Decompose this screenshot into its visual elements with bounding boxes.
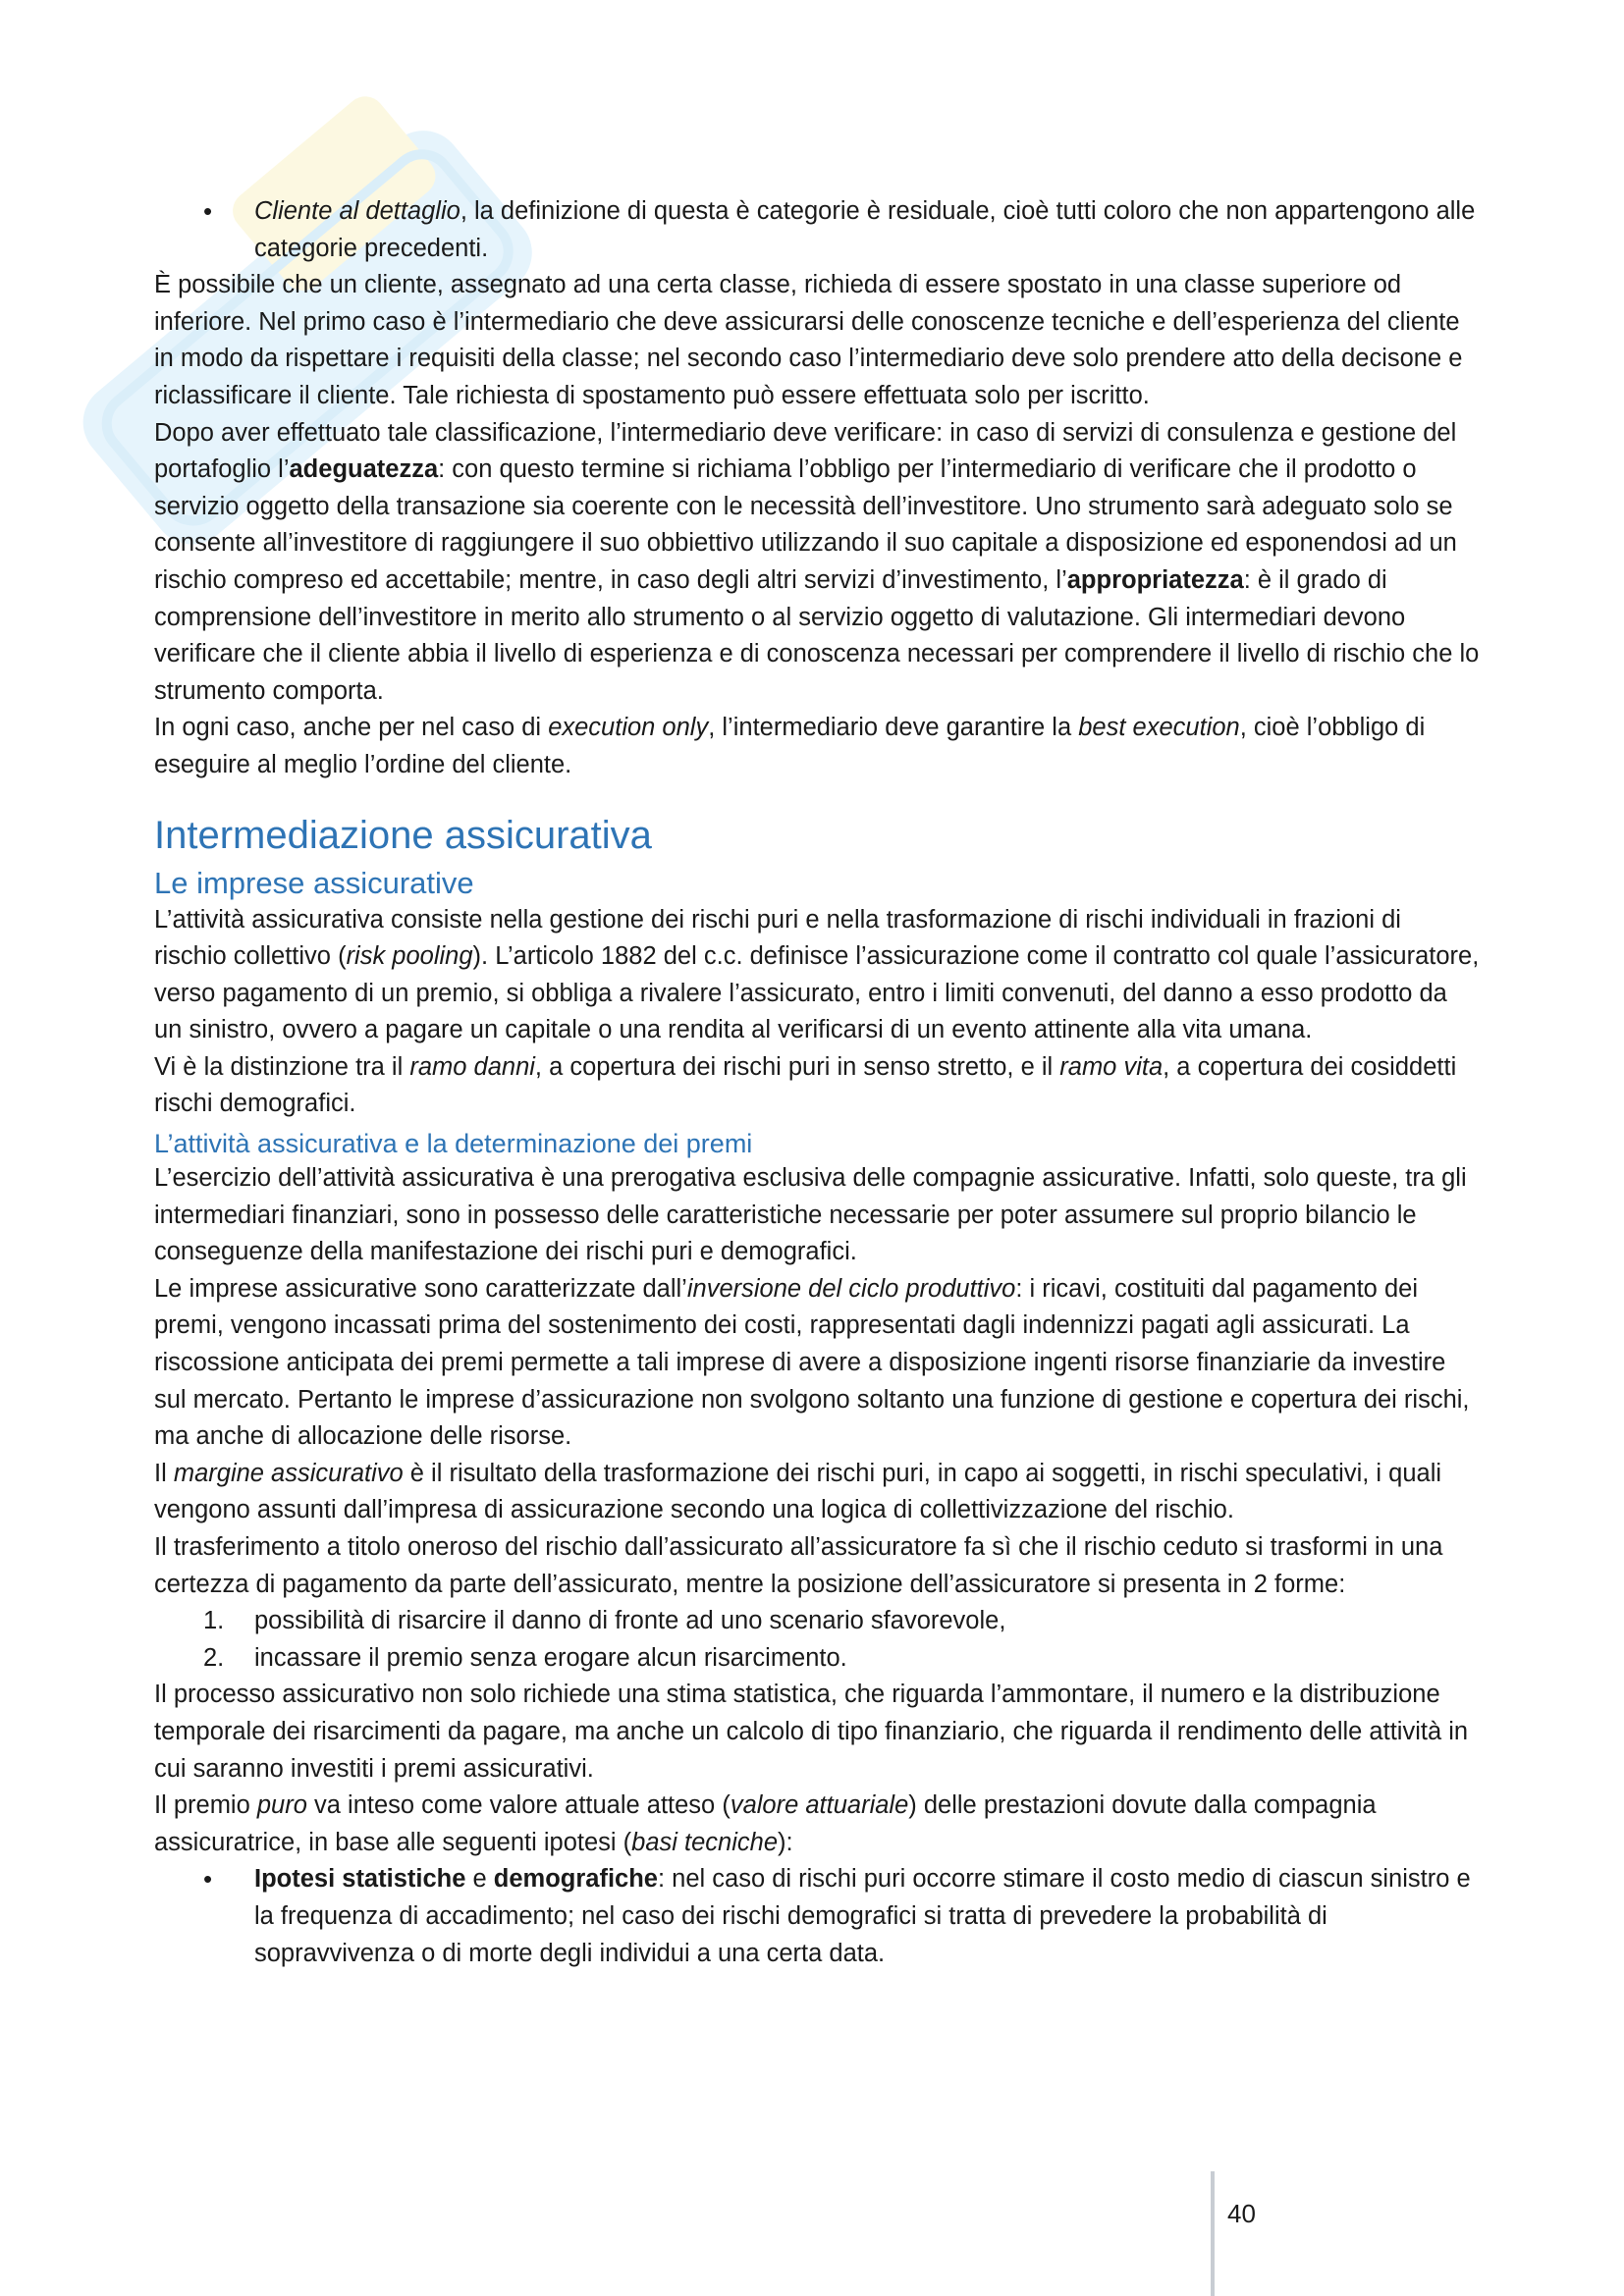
text-run: : è il grado di comprensione dell’investitore in merito allo strumento o al servizio oggetto di valutazione. Gli intermediari devono verificare che il cliente abbia il livello di esperienza e di conoscenza necessari per comprendere il livello di rischio che lo strumento comporta. (154, 565, 1480, 705)
section-classification-text (154, 267, 1480, 783)
text-run: Dopo aver effettuato tale classificazione, l’intermediario deve verificare: in caso di servizi di consulenza e gestione del portafoglio l’ (154, 418, 1457, 484)
italic-term: execution only (548, 714, 709, 742)
paragraph (154, 1529, 1480, 1603)
text-run: , a copertura dei rischi puri in senso stretto, e il (534, 1052, 1060, 1081)
paragraph (154, 1271, 1480, 1456)
text-run: L’attività assicurativa consiste nella gestione dei rischi puri e nella trasformazione di rischi individuali in frazioni di rischio collettivo ( (154, 905, 1401, 971)
list-item (154, 1861, 1480, 1972)
italic-term: ramo danni (409, 1052, 535, 1081)
text-run: È possibile che un cliente, assegnato ad una certa classe, richieda di essere spostato in una classe superiore od inferiore. Nel primo caso è l’intermediario che deve assicurarsi delle conoscenze tecniche e dell’esperienza del cliente in modo da rispettare i requisiti della classe; nel secondo caso l’intermediario deve solo prendere atto della decisone e riclassificare il cliente. Tale richiesta di spostamento può essere effettuata solo per iscritto. (154, 271, 1463, 409)
text-run: : con questo termine si richiama l’obbligo per l’intermediario di verificare che il prodotto o servizio oggetto della transazione sia coerente con le necessità dell’investitore. Uno strumento sarà adeguato solo se consente all’investitore di raggiungere il suo obbiettivo utilizzando il suo capitale a disposizione ed esponendosi ad un rischio compreso ed accettabile; mentre, in caso degli altri servizi d’investimento, l’ (154, 455, 1457, 594)
paragraph (154, 1788, 1480, 1861)
paragraph (154, 902, 1480, 1049)
technical-bases-list (154, 1861, 1480, 1972)
text-run: ): (778, 1828, 793, 1856)
list-item (154, 193, 1480, 267)
page-number: 40 (1227, 2199, 1256, 2228)
text-run: : nel caso di rischi puri occorre stimare il costo medio di ciascun sinistro e la frequenza di accadimento; nel caso dei rischi demografici si tratta di prevedere la probabilità di sopravvivenza o di morte degli individui a una certa data. (254, 1865, 1471, 1967)
section-processo-text (154, 1677, 1480, 1861)
list-item (154, 1640, 1480, 1678)
text-run: incassare il premio senza erogare alcun risarcimento. (254, 1643, 847, 1672)
paragraph (154, 267, 1480, 414)
list-item (154, 1603, 1480, 1640)
text-run: Il premio (154, 1791, 257, 1820)
text-run: è il risultato della trasformazione dei rischi puri, in capo ai soggetti, in rischi speculativi, i quali vengono assunti dall’impresa di assicurazione secondo una logica di collettivizzazione del rischio. (154, 1459, 1442, 1524)
page-number-rule (1211, 2171, 1215, 2296)
bold-term: Ipotesi statistiche (254, 1865, 466, 1894)
text-run: , l’intermediario deve garantire la (708, 714, 1079, 742)
heading-determinazione-premi: L’attività assicurativa e la determinazione dei premi (154, 1129, 753, 1159)
paragraph (154, 1160, 1480, 1271)
text-run: possibilità di risarcire il danno di fronte ad uno scenario sfavorevole, (254, 1607, 1006, 1635)
text-run: , cioè l’obbligo di eseguire al meglio l’ordine del cliente. (154, 714, 1426, 778)
list-number: 2. (203, 1643, 225, 1672)
paragraph (154, 1049, 1480, 1123)
text-run: Il trasferimento a titolo oneroso del rischio dall’assicurato all’assicuratore fa sì che il rischio ceduto si trasformi in una certezza di pagamento da parte dell’assicurato, mentre la posizione dell’assicuratore si presenta in 2 forme: (154, 1533, 1443, 1598)
section-imprese-text (154, 902, 1480, 1124)
paragraph (154, 415, 1480, 711)
text-run: Le imprese assicurative sono caratterizzate dall’ (154, 1274, 687, 1303)
list-number: 1. (203, 1607, 225, 1635)
italic-term: best execution (1078, 714, 1240, 742)
text-run: L’esercizio dell’attività assicurativa è una prerogativa esclusiva delle compagnie assicurative. Infatti, solo queste, tra gli intermediari finanziari, sono in possesso delle caratteristiche necessarie per poter assumere sul proprio bilancio le conseguenze della manifestazione dei rischi puri e demografici. (154, 1164, 1467, 1266)
text-run: va inteso come valore attuale atteso ( (306, 1791, 731, 1820)
text-run: , a copertura dei cosiddetti rischi demografici. (154, 1052, 1457, 1118)
italic-term: valore attuariale (730, 1791, 909, 1820)
italic-term: basi tecniche (631, 1828, 779, 1856)
italic-term: margine assicurativo (173, 1459, 404, 1487)
text-run: In ogni caso, anche per nel caso di (154, 714, 549, 742)
bold-term: adeguatezza (289, 455, 439, 484)
heading-imprese-assicurative: Le imprese assicurative (154, 865, 474, 900)
text-run: ). L’articolo 1882 del c.c. definisce l’assicurazione come il contratto col quale l’assicuratore, verso pagamento di un premio, si obbliga a rivalere l’assicurato, entro i limiti convenuti, del danno a esso prodotto da un sinistro, ovvero a pagare un capitale o una rendita al verificarsi di un evento attinente alla vita umana. (154, 942, 1480, 1044)
text-run: Il processo assicurativo non solo richiede una stima statistica, che riguarda l’ammontare, il numero e la distribuzione temporale dei risarcimenti da pagare, ma anche un calcolo di tipo finanziario, che riguarda il rendimento delle attività in cui saranno investiti i premi assicurativi. (154, 1681, 1469, 1783)
italic-term: puro (256, 1791, 307, 1820)
text-run: : i ricavi, costituiti dal pagamento dei premi, vengono incassati prima del sostenimento dei costi, rappresentati dagli indennizzi pagati agli assicurati. La riscossione anticipata dei premi permette a tali imprese di avere a disposizione ingenti risorse finanziarie da investire sul mercato. Pertanto le imprese d’assicurazione non svolgono soltanto una funzione di gestione e copertura dei rischi, ma anche di allocazione delle risorse. (154, 1274, 1470, 1451)
client-category-list (154, 193, 1480, 267)
heading-intermediazione-assicurativa: Intermediazione assicurativa (154, 813, 652, 857)
paragraph (154, 1677, 1480, 1788)
text-run: , la definizione di questa è categorie è residuale, cioè tutti coloro che non appartengono alle categorie precedenti. (254, 197, 1476, 262)
text-run: e (465, 1865, 494, 1894)
italic-term: ramo vita (1059, 1052, 1164, 1081)
section-premi-text (154, 1160, 1480, 1603)
paragraph (154, 1456, 1480, 1529)
italic-term: risk pooling (346, 942, 473, 971)
insurer-position-list (154, 1603, 1480, 1677)
bold-term: appropriatezza (1066, 565, 1244, 594)
page-content (154, 193, 1480, 1972)
italic-term: Cliente al dettaglio (254, 197, 460, 225)
paragraph (154, 710, 1480, 783)
bold-term: demografiche (493, 1865, 658, 1894)
text-run: ) delle prestazioni dovute dalla compagnia assicuratrice, in base alle seguenti ipotesi ( (154, 1791, 1377, 1856)
text-run: Vi è la distinzione tra il (154, 1052, 410, 1081)
text-run: Il (154, 1459, 174, 1487)
italic-term: inversione del ciclo produttivo (686, 1274, 1016, 1303)
